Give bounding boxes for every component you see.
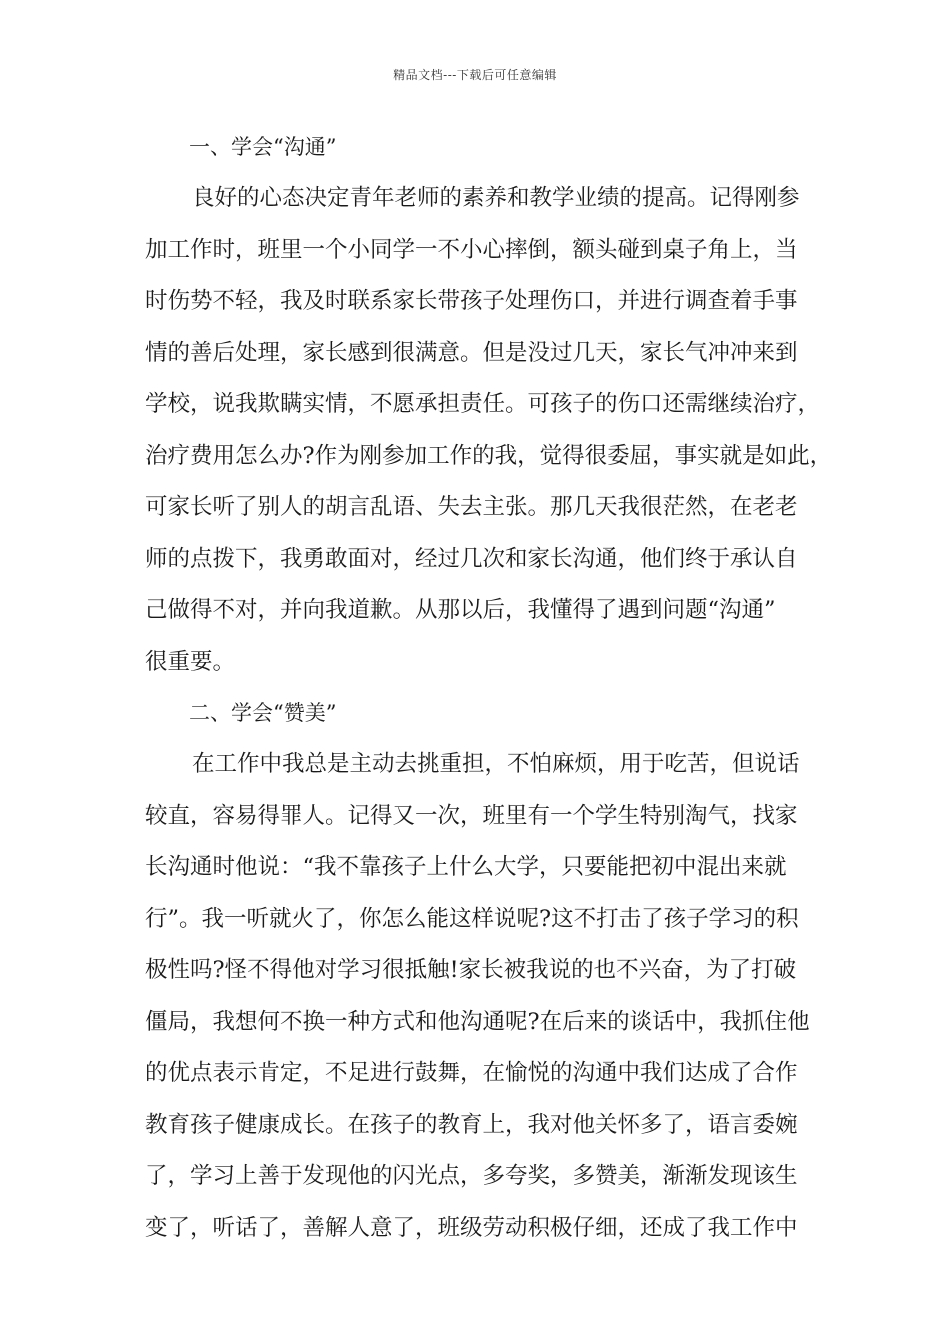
paragraph-line: 己做得不对，并向我道歉。从那以后，我懂得了遇到问题“沟通”	[145, 597, 776, 623]
paragraph-line: 了，学习上善于发现他的闪光点，多夸奖，多赞美，渐渐发现该生	[145, 1163, 798, 1189]
paragraph-line: 加工作时，班里一个小同学一不小心摔倒，额头碰到桌子角上，当	[145, 236, 798, 263]
section-heading: 一、学会“沟通”	[189, 135, 337, 159]
paragraph-line: 长沟通时他说：“我不靠孩子上什么大学，只要能把初中混出来就	[145, 854, 787, 880]
paragraph-line: 时伤势不轻，我及时联系家长带孩子处理伤口，并进行调查着手事	[145, 288, 798, 314]
paragraph-line: 良好的心态决定青年老师的素养和教学业绩的提高。记得刚参	[192, 185, 800, 211]
paragraph-line: 行”。我一听就火了，你怎么能这样说呢?这不打击了孩子学习的积	[145, 905, 799, 932]
paragraph-line: 教育孩子健康成长。在孩子的教育上，我对他关怀多了，语言委婉	[145, 1111, 798, 1138]
paragraph-line: 极性吗?怪不得他对学习很抵触!家长被我说的也不兴奋，为了打破	[145, 957, 797, 983]
paragraph-line: 情的善后处理，家长感到很满意。但是没过几天，家长气冲冲来到	[145, 339, 798, 366]
paragraph-line: 可家长听了别人的胡言乱语、失去主张。那几天我很茫然，在老老	[145, 494, 798, 520]
section-praise	[145, 698, 825, 1264]
document-body	[145, 132, 833, 1264]
paragraph-line: 僵局，我想何不换一种方式和他沟通呢?在后来的谈话中，我抓住他	[145, 1008, 810, 1035]
paragraph-line: 学校，说我欺瞒实情，不愿承担责任。可孩子的伤口还需继续治疗，	[145, 391, 821, 417]
paragraph-line: 的优点表示肯定，不足进行鼓舞，在愉悦的沟通中我们达成了合作	[145, 1060, 798, 1086]
paragraph-line: 较直，容易得罪人。记得又一次，班里有一个学生特别淘气，找家	[145, 802, 798, 829]
paragraph-line: 师的点拨下，我勇敢面对，经过几次和家长沟通，他们终于承认自	[145, 545, 798, 572]
paragraph-line: 在工作中我总是主动去挑重担，不怕麻烦，用于吃苦，但说话	[192, 751, 800, 777]
paragraph-line: 变了，听话了，善解人意了，班级劳动积极仔细，还成了我工作中	[145, 1214, 798, 1241]
section-communication	[145, 132, 833, 698]
paragraph-line: 很重要。	[145, 648, 236, 675]
section-heading: 二、学会“赞美”	[189, 701, 337, 725]
paragraph-line: 治疗费用怎么办?作为刚参加工作的我，觉得很委屈，事实就是如此，	[145, 442, 833, 469]
page-header: 精品文档---下载后可任意编辑	[393, 68, 557, 82]
